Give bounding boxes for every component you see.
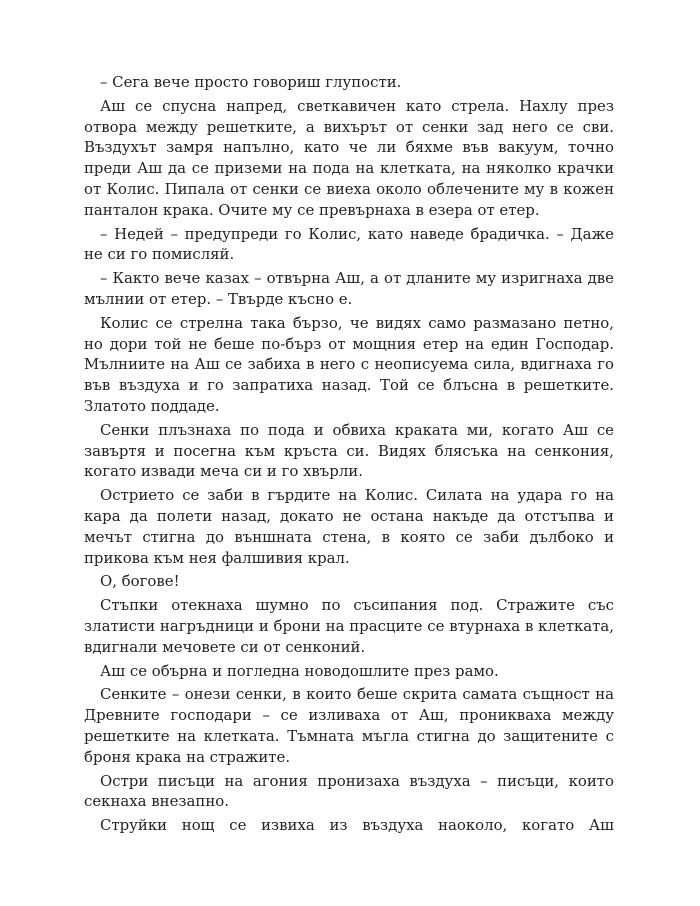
paragraph-5: Колис се стрелна така бързо, че видях само размазано петно, но дори той не беше по-бърз от мощния етер на един Господар. Мълниите на Аш се забиха в него с неописуема сила, вдигнаха го във въздуха и го запратиха назад. Той се блъсна в решетките. Златото поддаде. [84,313,614,415]
paragraph-12: Остри писъци на агония пронизаха въздуха – писъци, които секнаха внезапно. [84,771,614,811]
book-page-text [84,72,614,839]
paragraph-10: Аш се обърна и погледна новодошлите през рамо. [100,661,499,680]
paragraph-9: Стъпки отекнаха шумно по съсипания под. Стражите със златисти нагръдници и брони на прасците се втурнаха в клетката, вдигнали мечовете си от сенконий. [84,596,614,656]
paragraph-4: – Както вече казах – отвърна Аш, а от дланите му изригнаха две мълнии от етер. – Твърде късно е. [84,269,614,308]
paragraph-8: О, богове! [100,572,180,591]
paragraph-3: – Недей – предупреди го Колис, като наведе брадичка. – Даже не си го помисляй. [84,224,614,264]
paragraph-6: Сенки плъзнаха по пода и обвиха краката ми, когато Аш се завъртя и посегна към кръста си. Видях блясъка на сенкония, когато извади меча си и го хвърли. [84,420,614,481]
paragraph-7: Острието се заби в гърдите на Колис. Силата на удара го на кара да полети назад, докато не остана накъде да отстъпва и мечът стигна до външната стена, в която се заби дълбоко и прикова към нея фалшивия крал. [84,486,614,567]
paragraph-13-continued: Струйки нощ се извиха из въздуха наоколо, когато Аш [100,816,614,835]
paragraph-2: Аш се спусна напред, светкавичен като стрела. Нахлу през отвора между решетките, а вихърът от сенки зад него се сви. Въздухът замря напълно, като че ли бяхме във вакуум, точно преди Аш да се приземи на пода на клетката, на няколко крачки от Колис. Пипала от сенки се виеха около облечените му в кожен панталон крака. Очите му се превърнаха в езера от етер. [84,96,614,219]
paragraph-1: – Сега вече просто говориш глупости. [100,73,402,91]
paragraph-11: Сенките – онези сенки, в които беше скрита самата същност на Древните господари – се изливаха от Аш, проникваха между решетките на клетката. Тъмната мъгла стигна до защитените с броня крака на стражите. [84,685,614,766]
